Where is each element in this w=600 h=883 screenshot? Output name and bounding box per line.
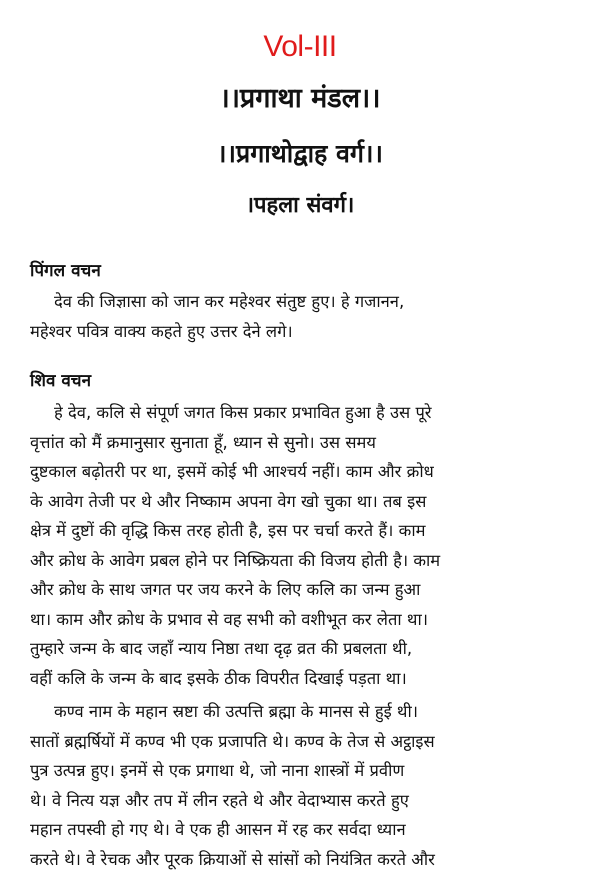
text-line: महेश्वर पवित्र वाक्य कहते हुए उत्तर देने लगे। <box>30 321 293 341</box>
text-line: महान तपस्वी हो गए थे। वे एक ही आसन में रह कर सर्वदा ध्यान <box>30 820 406 839</box>
paragraph-pingal <box>30 287 582 346</box>
text-line: पुत्र उत्पन्न हुए। इनमें से एक प्रगाथा थे, जो नाना शास्त्रों में प्रवीण <box>30 761 405 780</box>
section-heading-pingal: पिंगल वचन <box>30 261 101 281</box>
text-line: देव की जिज्ञासा को जान कर महेश्वर संतुष्ट हुए। हे गजानन, <box>54 292 405 311</box>
mandal-title: ।।प्रगाथा मंडल।। <box>219 83 381 114</box>
text-line: वृत्तांत को मैं क्रमानुसार सुनाता हूँ, ध्यान से सुनो। उस समय <box>30 432 376 452</box>
text-line: था। काम और क्रोध के प्रभाव से वह सभी को वशीभूत कर लेता था। <box>30 609 428 629</box>
paragraph-shiv <box>30 398 582 693</box>
text-line: सातों ब्रह्मर्षियों में कण्व भी एक प्रजापति थे। कण्व के तेज से अट्ठाइस <box>30 731 435 751</box>
varg-title: ।।प्रगाथोद्वाह वर्ग।। <box>217 139 383 168</box>
text-line: कण्व नाम के महान स्रष्टा की उत्पत्ति ब्रह्मा के मानस से हुई थी। <box>54 702 418 721</box>
text-line: तुम्हारे जन्म के बाद जहाँ न्याय निष्ठा तथा दृढ़ व्रत की प्रबलता थी, <box>30 639 413 658</box>
text-line: हे देव, कलि से संपूर्ण जगत किस प्रकार प्रभावित हुआ है उस पूरे <box>54 403 432 422</box>
text-line: और क्रोध के साथ जगत पर जय करने के लिए कलि का जन्म हुआ <box>30 580 421 599</box>
text-line: दुष्टकाल बढ़ोतरी पर था, इसमें कोई भी आश्चर्य नहीं। काम और क्रोध <box>30 462 434 481</box>
text-line: थे। वे नित्य यज्ञ और तप में लीन रहते थे और वेदाभ्यास करते हुए <box>30 790 409 810</box>
paragraph-kanva <box>30 697 582 874</box>
section-heading-shiv: शिव वचन <box>30 371 92 391</box>
text-line: और क्रोध के आवेग प्रबल होने पर निष्क्रियता की विजय होती है। काम <box>30 550 441 570</box>
text-line: के आवेग तेजी पर थे और निष्काम अपना वेग खो चुका था। तब इस <box>30 491 427 511</box>
volume-label: Vol-III <box>263 30 337 63</box>
sanvarg-title: ।पहला संवर्ग। <box>245 193 355 218</box>
text-line: वहीं कलि के जन्म के बाद इसके ठीक विपरीत दिखाई पड़ता था। <box>30 668 407 688</box>
text-line: क्षेत्र में दुष्टों की वृद्धि किस तरह होती है, इस पर चर्चा करते हैं। काम <box>30 521 426 540</box>
text-line: करते थे। वे रेचक और पूरक क्रियाओं से सांसों को नियंत्रित करते और <box>30 849 435 869</box>
